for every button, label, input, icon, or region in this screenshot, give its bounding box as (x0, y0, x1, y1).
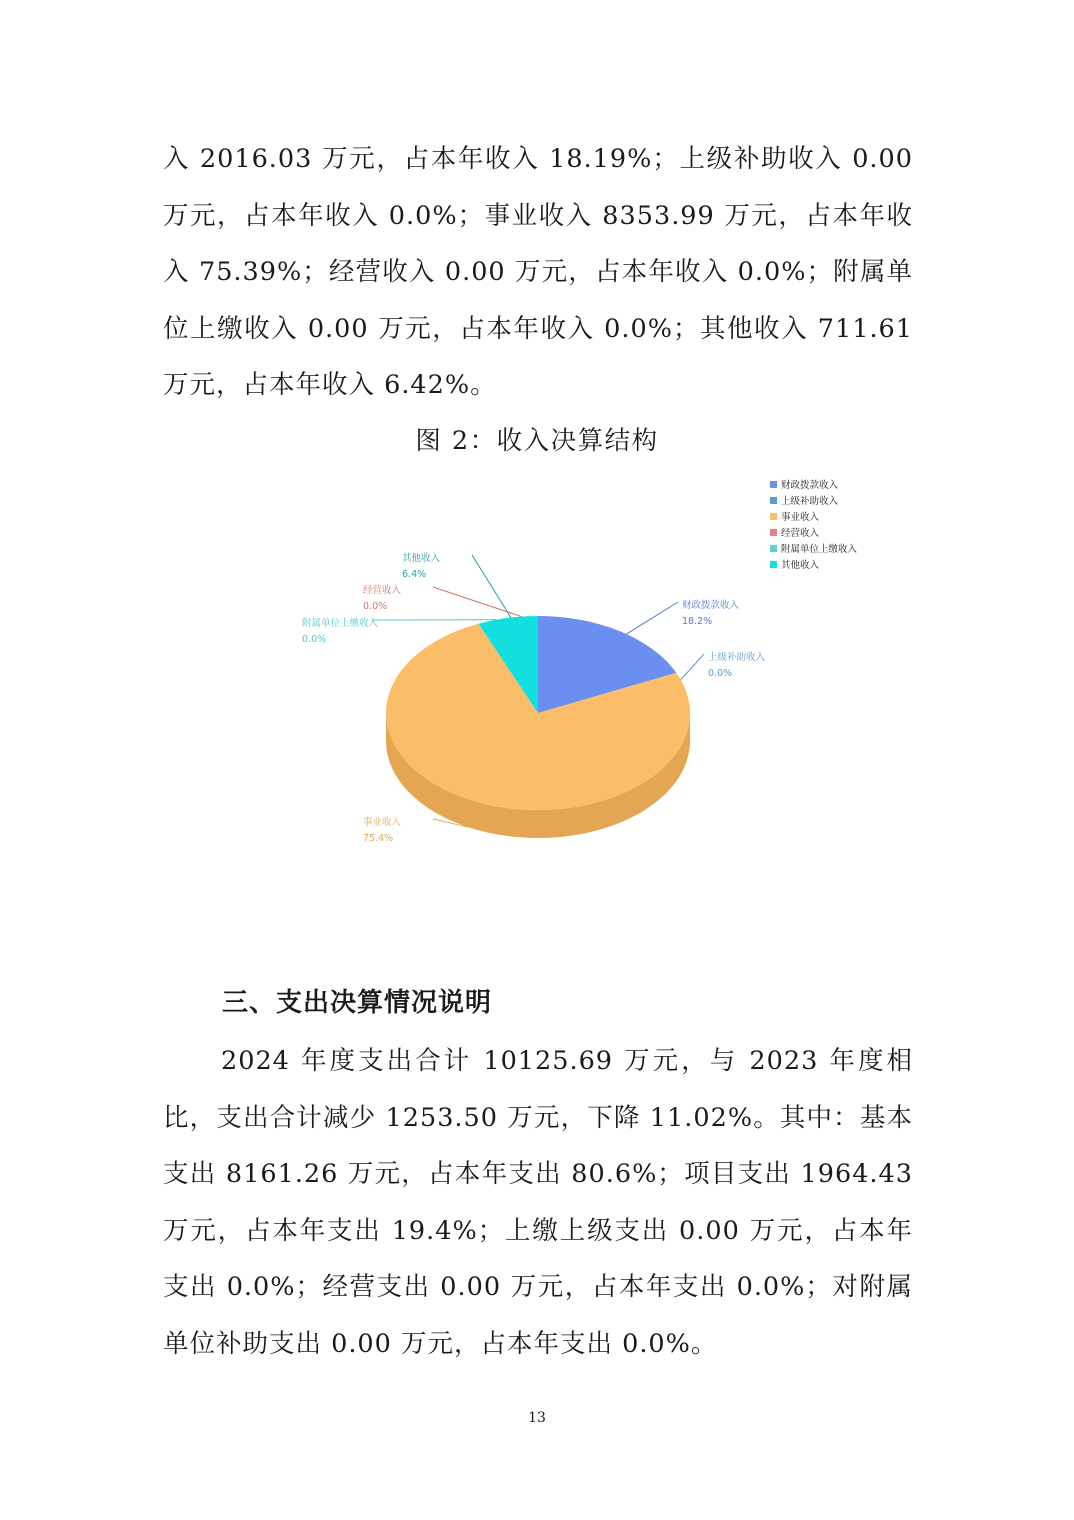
legend-swatch-5 (770, 545, 777, 552)
slice-1-value-label: 18.2% (682, 616, 713, 627)
slice-2-value-label: 0.0% (708, 668, 733, 679)
pie-slices (386, 616, 690, 810)
income-structure-pie-chart (290, 470, 890, 870)
slice-6-value-label: 6.4% (402, 569, 427, 580)
legend-swatch-2 (770, 497, 777, 504)
slice-3-value-label: 75.4% (363, 833, 394, 844)
slice-3-name-label: 事业收入 (363, 817, 402, 828)
slice-1-name-label: 财政拨款收入 (682, 600, 740, 611)
slice-1-leader-line (626, 602, 678, 634)
slice-4-leader-line (433, 587, 521, 617)
slice-6-name-label: 其他收入 (402, 553, 441, 564)
slice-2-leader-line (681, 654, 704, 680)
legend-item-5[interactable]: 附属单位上缴收入 (781, 544, 858, 555)
chart-legend (770, 479, 858, 571)
legend-swatch-6 (770, 561, 777, 568)
legend-item-6[interactable]: 其他收入 (781, 560, 820, 571)
expenditure-paragraph: 2024 年度支出合计 10125.69 万元，与 2023 年度相比，支出合计减少 1253.50 万元，下降 11.02%。其中：基本支出 8161.26 万元，占本年支出 80.6%；项目支出 1964.43 万元，占本年支出 19.4%；上缴上级支出 0.00 万元，占本年支出 0.0%；经营支出 0.00 万元，占本年支出 0.0%；对附属单位补助支出 0.00 万元，占本年支出 0.0%。 (163, 1046, 913, 1359)
legend-item-4[interactable]: 经营收入 (781, 528, 820, 539)
legend-item-3[interactable]: 事业收入 (781, 512, 820, 523)
page-number: 13 (528, 1410, 546, 1426)
slice-2-name-label: 上级补助收入 (708, 652, 766, 663)
income-paragraph: 入 2016.03 万元，占本年收入 18.19%；上级补助收入 0.00 万元，占本年收入 0.0%；事业收入 8353.99 万元，占本年收入 75.39%；经营收入 0.00 万元，占本年收入 0.0%；附属单位上缴收入 0.00 万元，占本年收入 0.0%；其他收入 711.61 万元，占本年收入 6.42%。 (163, 144, 913, 400)
slice-4-value-label: 0.0% (363, 601, 388, 612)
legend-swatch-1 (770, 481, 777, 488)
slice-6-leader-line (472, 555, 511, 618)
legend-item-1[interactable]: 财政拨款收入 (781, 480, 839, 491)
slice-4-name-label: 经营收入 (363, 585, 402, 596)
legend-swatch-4 (770, 529, 777, 536)
legend-item-2[interactable]: 上级补助收入 (781, 496, 839, 507)
legend-swatch-3 (770, 513, 777, 520)
figure-caption: 图 2：收入决算结构 (415, 426, 659, 456)
slice-5-value-label: 0.0% (302, 634, 327, 645)
slice-5-name-label: 附属单位上缴收入 (302, 618, 379, 629)
section-heading: 三、支出决算情况说明 (222, 988, 493, 1018)
